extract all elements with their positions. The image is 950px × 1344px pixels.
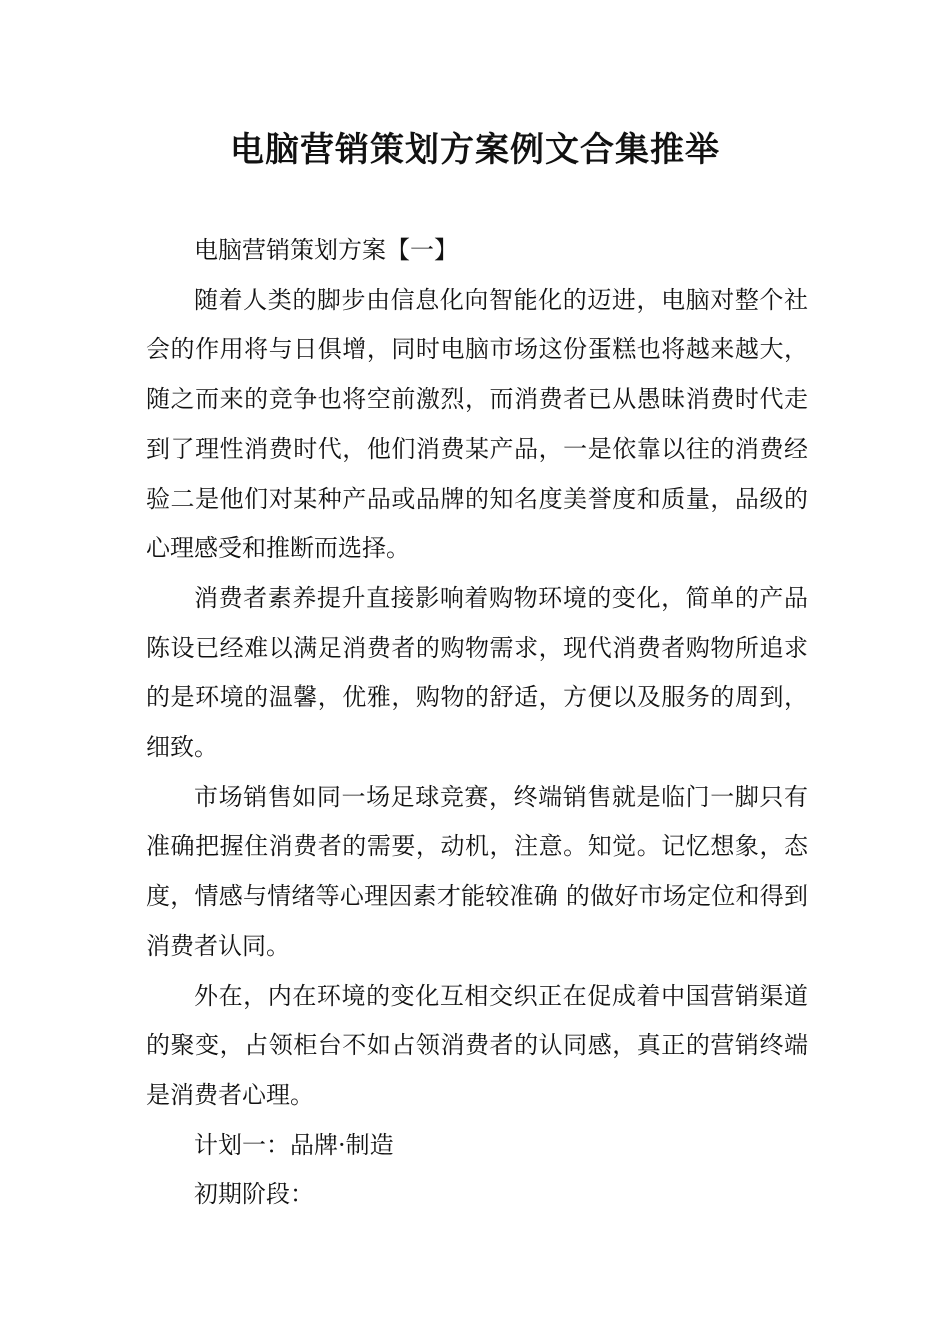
document-title: 电脑营销策划方案例文合集推举 — [230, 130, 720, 170]
plan-heading: 计划一：品牌·制造 — [194, 1130, 394, 1159]
paragraph: 随着人类的脚步由信息化向智能化的迈进，电脑对整个社会的作用将与日俱增，同时电脑市场这份蛋糕也将越来越大，随之而来的竞争也将空前激烈，而消费者已从愚昧消费时代走到了理性消费时代，他们消费某产品，一是依靠以往的消费经验二是他们对某种产品或品牌的知名度美誉度和质量，品级的心理感受和推断而选择。 — [146, 285, 808, 563]
document-body — [146, 226, 808, 1220]
paragraph: 消费者素养提升直接影响着购物环境的变化，简单的产品陈设已经难以满足消费者的购物需求，现代消费者购物所追求的是环境的温馨，优雅，购物的舒适，方便以及服务的周到，细致。 — [146, 583, 808, 762]
paragraph: 外在，内在环境的变化互相交织正在促成着中国营销渠道的聚变，占领柜台不如占领消费者的认同感，真正的营销终端是消费者心理。 — [146, 981, 808, 1109]
paragraph: 市场销售如同一场足球竞赛，终端销售就是临门一脚只有准确把握住消费者的需要，动机，注意。知觉。记忆想象，态度，情感与情绪等心理因素才能较准确 的做好市场定位和得到消费者认同。 — [146, 782, 808, 960]
stage-heading: 初期阶段： — [194, 1180, 314, 1209]
section-heading: 电脑营销策划方案【一】 — [194, 236, 458, 264]
